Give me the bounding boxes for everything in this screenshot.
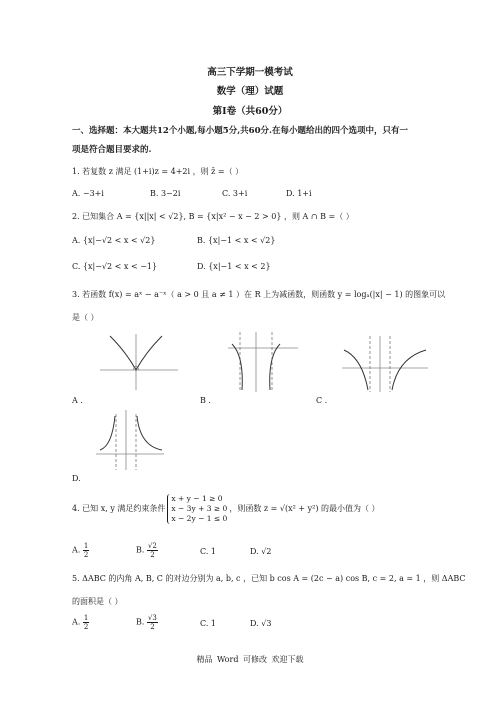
q5-option-c: C. 1 [200, 619, 217, 628]
graph-option-b [228, 332, 300, 394]
graph-b-curve-left [232, 344, 242, 390]
q1-option-c: C. 3+i [222, 189, 248, 198]
q4-option-a [72, 542, 89, 559]
section-instructions-line2: 项是符合题目要求的. [72, 145, 152, 155]
q5-option-a-fraction [83, 614, 89, 631]
question-5-stem-line1: 5. ΔABC 的内角 A, B, C 的对边分别为 a, b, c ，已知 b cos A = (2c − a) cos B, c = 2, a = 1 ，则 ΔABC [72, 574, 466, 583]
q4-option-b-num: √2 [147, 542, 157, 550]
page-footer: 精品 Word 可修改 欢迎下载 [196, 655, 304, 664]
question-3-stem-line1: 3. 若函数 f(x) = aˣ − a⁻ˣ（ a > 0 且 a ≠ 1 ）在 R 上为减函数，则函数 y = logₐ(|x| − 1) 的图象可以 [72, 290, 446, 299]
graph-option-a [100, 332, 180, 394]
q2-option-a: A. {x|−√2 < x < √2} [72, 236, 156, 245]
q4-option-c: C. 1 [200, 547, 217, 556]
q4-stem-post: ，则函数 z = √(x² + y²) 的最小值为（ ） [229, 504, 380, 513]
q4-option-a-fraction [83, 542, 89, 559]
question-4-stem [72, 494, 380, 524]
q4-constraint-system [167, 494, 227, 524]
question-2-stem: 2. 已知集合 A = {x||x| < √2}, B = {x|x² − x − 2 > 0} ，则 A ∩ B =（ ） [72, 212, 354, 221]
q4-option-a-num: 1 [83, 542, 89, 550]
graph-c-curve-right [392, 350, 426, 390]
q4-stem-pre: 4. 已知 x, y 满足约束条件 [72, 504, 166, 513]
q1-option-a: A. −3+i [72, 189, 104, 198]
exam-title: 高三下学期一模考试 [207, 67, 293, 78]
q4-option-b-label: B. [136, 545, 145, 555]
q2-option-b: B. {x|−1 < x < √2} [197, 236, 276, 245]
q4-option-a-label: A. [72, 545, 81, 555]
graph-d-curve-left [100, 416, 115, 450]
graph-c-curve-left [344, 350, 368, 390]
q4-constraint-3: x − 2y − 1 ≤ 0 [171, 514, 228, 523]
exam-subject: 数学（理）试题 [216, 86, 284, 97]
graph-b-curve-right [270, 344, 280, 390]
q4-option-d: D. √2 [250, 547, 272, 556]
q4-constraint-2: x − 3y + 3 ≥ 0 [171, 504, 228, 513]
question-5-stem-line2: 的面积是（ ） [72, 597, 123, 606]
graph-d-curve-right [137, 416, 162, 450]
q3-option-a-label: A . [72, 396, 83, 405]
q5-option-b-fraction [147, 614, 158, 631]
q5-option-b-num: √3 [147, 614, 157, 622]
q5-option-a-label: A. [72, 617, 81, 627]
q5-option-a-den: 2 [83, 623, 89, 631]
question-1-stem: 1. 若复数 z 满足 (1+i)z = 4+2i ，则 z̄ =（ ） [72, 167, 244, 176]
q4-constraint-1: x + y − 1 ≥ 0 [171, 494, 223, 503]
q5-option-d: D. √3 [250, 619, 272, 628]
q2-option-c: C. {x|−√2 < x < −1} [72, 262, 158, 271]
question-3-stem-line2: 是（ ） [72, 313, 99, 322]
q5-option-b-label: B. [136, 617, 145, 627]
q4-option-b-fraction [147, 542, 158, 559]
q4-option-b-den: 2 [150, 551, 155, 559]
q5-option-a-num: 1 [83, 614, 89, 622]
exam-part: 第Ⅰ卷（共60分） [212, 106, 288, 117]
q4-option-a-den: 2 [83, 551, 89, 559]
q5-option-b-den: 2 [150, 623, 155, 631]
q3-option-b-label: B . [200, 396, 211, 405]
q4-option-b [136, 542, 158, 559]
q3-option-c-label: C . [316, 396, 328, 405]
q1-option-d: D. 1+i [286, 189, 312, 198]
graph-option-d [96, 410, 166, 472]
q5-option-a [72, 614, 89, 631]
q2-option-d: D. {x|−1 < x < 2} [197, 262, 271, 271]
section-instructions-line1: 一、选择题：本大题共12个小题,每小题5分,共60分.在每小题给出的四个选项中，只有一 [72, 126, 408, 136]
q5-option-b [136, 614, 158, 631]
graph-option-c [340, 336, 430, 394]
q1-option-b: B. 3−2i [150, 189, 181, 198]
q3-option-d-label: D. [72, 474, 81, 483]
